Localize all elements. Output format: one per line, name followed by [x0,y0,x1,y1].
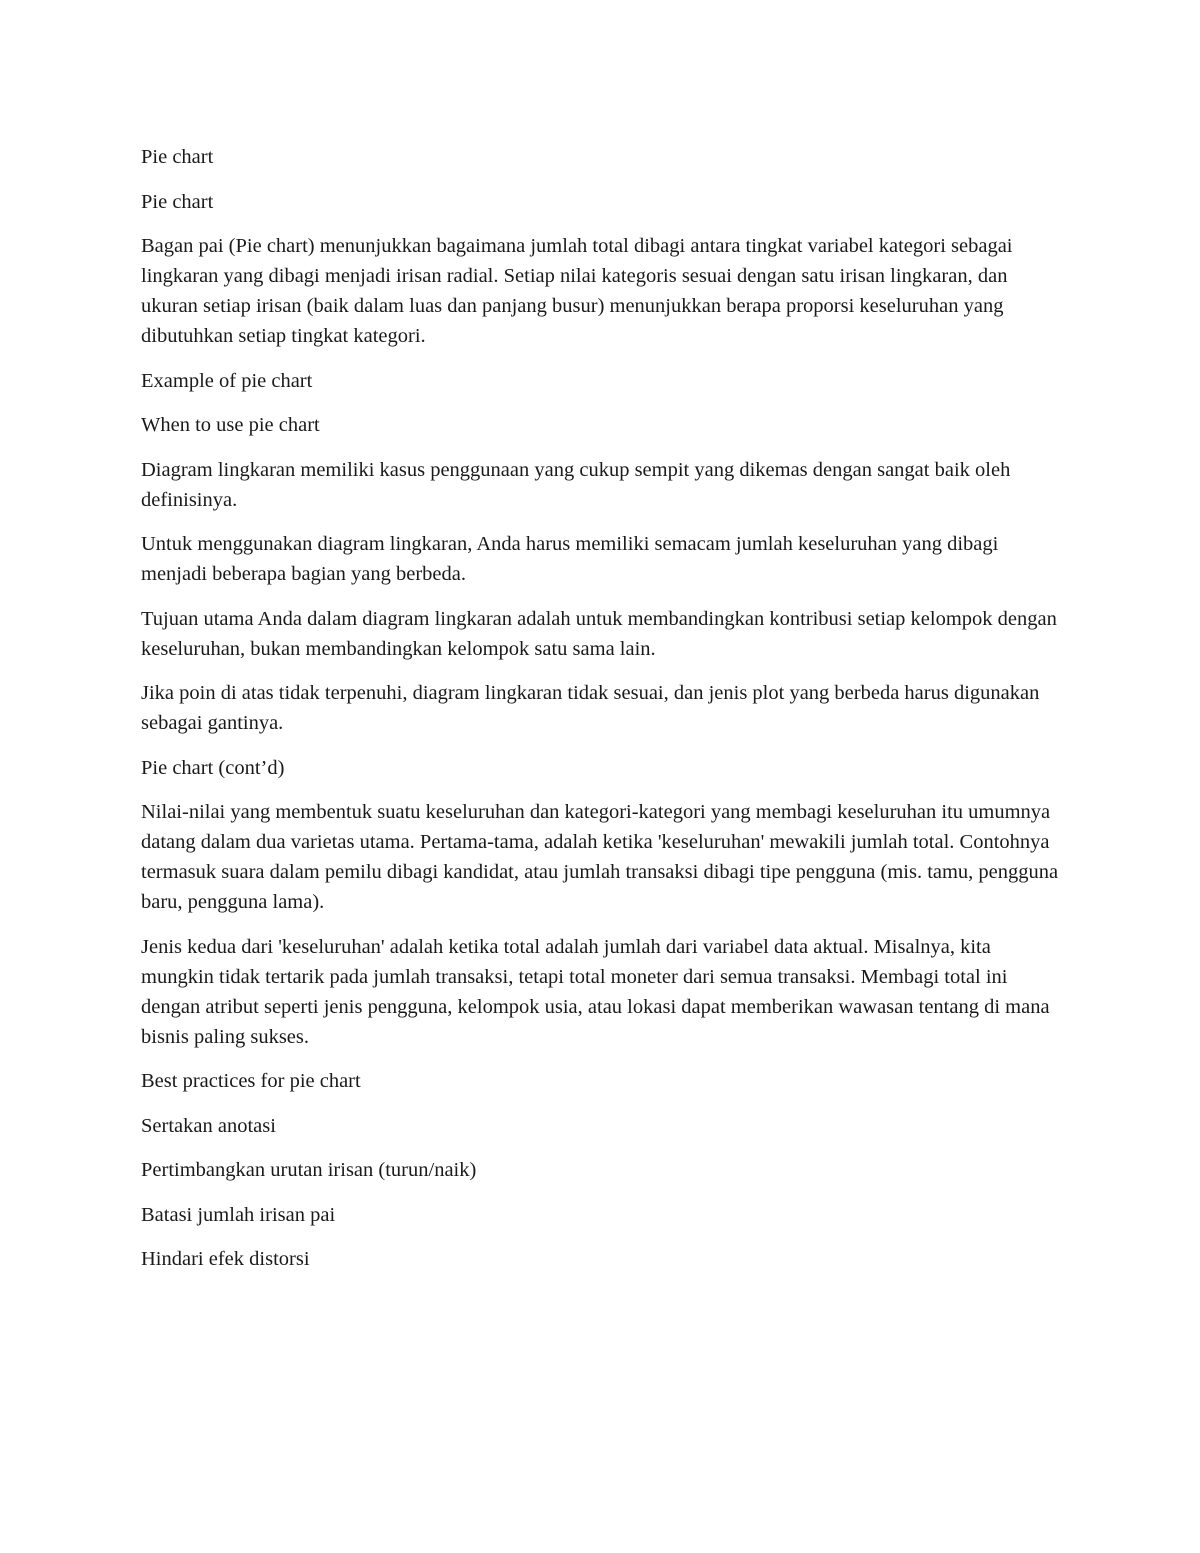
paragraph-title-2: Pie chart [141,190,214,213]
paragraph-second-variety: Jenis kedua dari 'keseluruhan' adalah ketika total adalah jumlah dari variabel data aktual. Misalnya, kita mungkin tidak tertarik pada jumlah transaksi, tetapi total moneter dari semua transaksi. Membagi total ini dengan atribut seperti jenis pengguna, kelompok usia, atau lokasi dapat memberikan wawasan tentang di mana bisnis paling sukses. [141,935,1050,1048]
paragraph-definition: Bagan pai (Pie chart) menunjukkan bagaimana jumlah total dibagi antara tingkat variabel kategori sebagai lingkaran yang dibagi menjadi irisan radial. Setiap nilai kategoris sesuai dengan satu irisan lingkaran, dan ukuran setiap irisan (baik dalam luas dan panjang busur) menunjukkan berapa proporsi keseluruhan yang dibutuhkan setiap tingkat kategori. [141,235,1013,347]
paragraph-practice-distortion: Hindari efek distorsi [141,1248,310,1270]
paragraph-best-practices-heading: Best practices for pie chart [141,1070,361,1092]
paragraph-when-heading: When to use pie chart [141,414,320,436]
paragraph-contd-heading: Pie chart (cont’d) [141,756,285,779]
paragraph-title-1: Pie chart [141,146,214,168]
document-body [141,142,1061,1289]
paragraph-requirement: Untuk menggunakan diagram lingkaran, Anda harus memiliki semacam jumlah keseluruhan yang dibagi menjadi beberapa bagian yang berbeda. [141,533,999,585]
paragraph-alternative: Jika poin di atas tidak terpenuhi, diagram lingkaran tidak sesuai, dan jenis plot yang berbeda harus digunakan sebagai gantinya. [141,682,1040,734]
paragraph-varieties: Nilai-nilai yang membentuk suatu keseluruhan dan kategori-kategori yang membagi keseluruhan itu umumnya datang dalam dua varietas utama. Pertama-tama, adalah ketika 'keseluruhan' mewakili jumlah total. Contohnya termasuk suara dalam pemilu dibagi kandidat, atau jumlah transaksi dibagi tipe pengguna (mis. tamu, pengguna baru, pengguna lama). [141,801,1059,913]
paragraph-practice-annotation: Sertakan anotasi [141,1114,276,1137]
paragraph-practice-limit: Batasi jumlah irisan pai [141,1203,336,1226]
paragraph-example-heading: Example of pie chart [141,369,313,392]
paragraph-goal: Tujuan utama Anda dalam diagram lingkaran adalah untuk membandingkan kontribusi setiap kelompok dengan keseluruhan, bukan membandingkan kelompok satu sama lain. [141,607,1057,660]
paragraph-practice-order: Pertimbangkan urutan irisan (turun/naik) [141,1159,477,1181]
paragraph-use-case: Diagram lingkaran memiliki kasus penggunaan yang cukup sempit yang dikemas dengan sangat baik oleh definisinya. [141,458,1011,511]
